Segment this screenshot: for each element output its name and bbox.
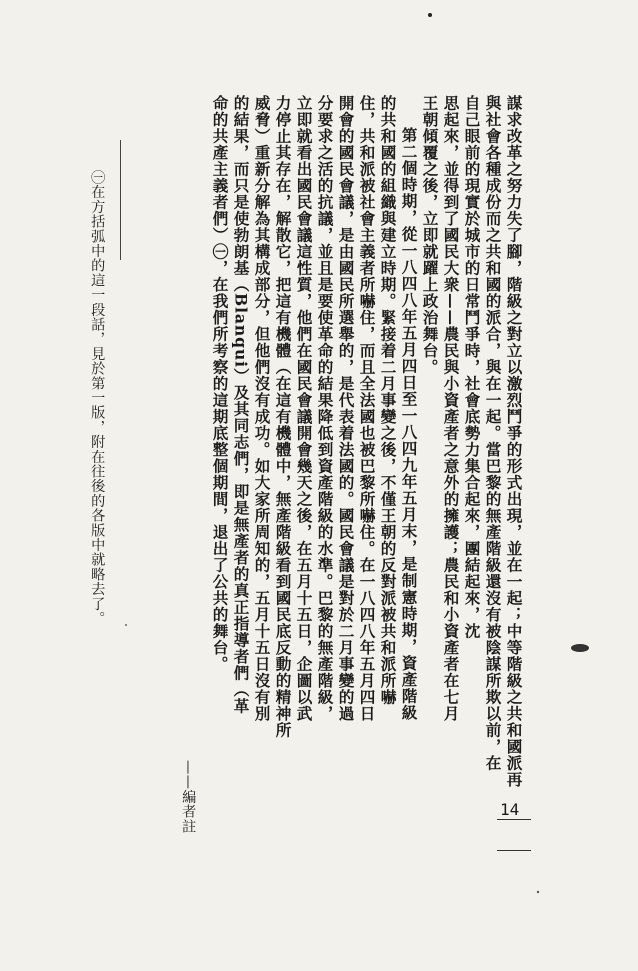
text-column: 命的共產主義者們）㊀，在我們所考察的這期底整個期間，退出了公共的舞台。	[210, 95, 230, 673]
footnote: ㊀在方括弧中的這一段話，見於第一版，附在往後的各版中就略去了。	[89, 170, 106, 626]
text-column: 自己眼前的現實於城市的日常鬥爭時，社會底勢力集合起來，團結起來，沈	[462, 95, 482, 640]
editor-note: ——編者註	[180, 760, 197, 834]
text-column: 立即就看出國民會議這性質，他們在國民會議開會幾天之後，在五月十五日，企圖以武	[294, 95, 314, 722]
text-column: 威脅）重新分解為其構成部分，但他們沒有成功。如大家所周知的，五月十五日沒有別	[252, 95, 272, 722]
text-column: 第二個時期，從一八四八年五月四日至一八四九年五月末，是制憲時期，資產階級	[399, 127, 419, 721]
page-number: 14	[500, 800, 520, 819]
text-column: 思起來，並得到了國民大衆——農民與小資產者之意外的擁護；農民和小資產者在七月	[441, 95, 461, 722]
text-column: 的共和國的組織與建立時期。緊接着二月事變之後，不僅王朝的反對派被共和派所嚇	[378, 95, 398, 706]
text-column: 分要求之活的抗議，並且是要使革命的結果降低到資產階級的水準。巴黎的無產階級，	[315, 95, 335, 722]
text-column: 住，共和派被社會主義者所嚇住，而且全法國也被巴黎所嚇住。在一八四八年五月四日	[357, 95, 377, 722]
text-column: 王朝傾覆之後，立即就躍上政治舞台。	[420, 95, 440, 376]
text-column: 力停止其存在，解散它，把這有機體（在這有機體中，無產階級看到國民底反動的精神所	[273, 95, 293, 739]
text-column: 的結果，而只是使勃朗基（Blanqui）及其同志們，即是無產者的真正指導者們（革	[231, 95, 251, 715]
text-column: 謀求改革之努力失了腳，階級之對立以激烈鬥爭的形式出現，並在一起；中等階級之共和國派再	[504, 95, 524, 788]
text-column: 開會的國民會議，是由國民所選舉的，是代表着法國的。國民會議是對於二月事變的過	[336, 95, 356, 722]
text-column: 與社會各種成份而之共和國的派合，與在一起。當巴黎的無產階級還沒有被陰謀所欺以前，在	[483, 95, 503, 772]
